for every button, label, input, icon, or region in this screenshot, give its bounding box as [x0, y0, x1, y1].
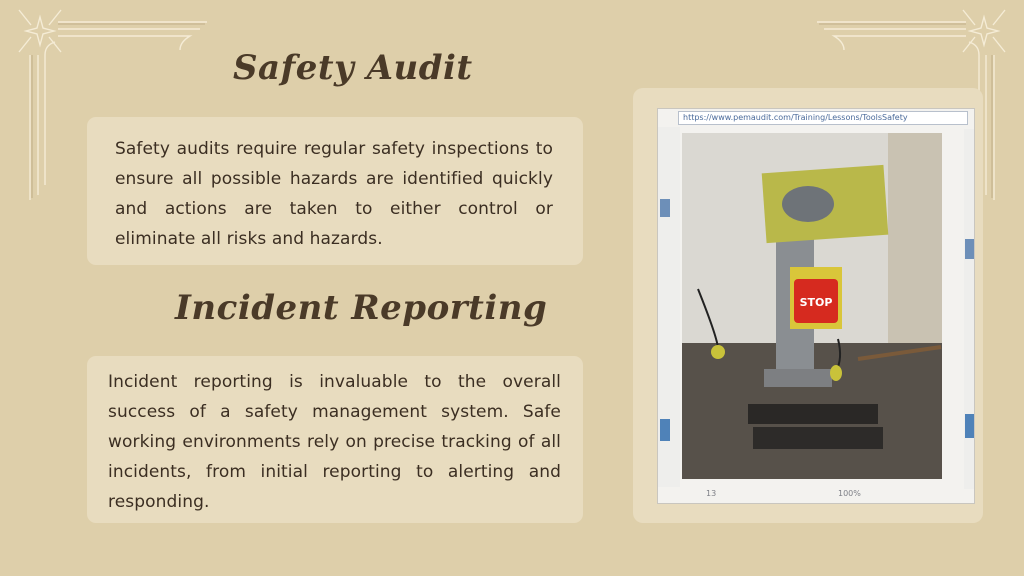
- paragraph-incident-reporting: Incident reporting is invaluable to the overall success of a safety management system. Safe working environments rely on precise tracking of all incidents, from initial reporting to alerting and responding.: [108, 372, 561, 512]
- status-left-text: 13: [706, 489, 717, 498]
- text-card-incident-reporting: [87, 356, 583, 523]
- grinder-photo: [658, 109, 975, 504]
- section-heading-safety-audit: Safety Audit: [233, 48, 473, 88]
- section-heading-incident-reporting: Incident Reporting: [175, 288, 548, 328]
- status-right-text: 100%: [838, 489, 861, 498]
- browser-screenshot-image: [657, 108, 975, 504]
- status-bar: [658, 483, 974, 503]
- stop-sign-text: STOP: [799, 296, 833, 309]
- text-card-safety-audit: [87, 117, 583, 265]
- address-bar: https://www.pemaudit.com/Training/Lessons/ToolsSafety: [678, 111, 968, 125]
- paragraph-safety-audit: Safety audits require regular safety inspections to ensure all possible hazards are identified quickly and actions are taken to either control or eliminate all risks and hazards.: [115, 139, 553, 249]
